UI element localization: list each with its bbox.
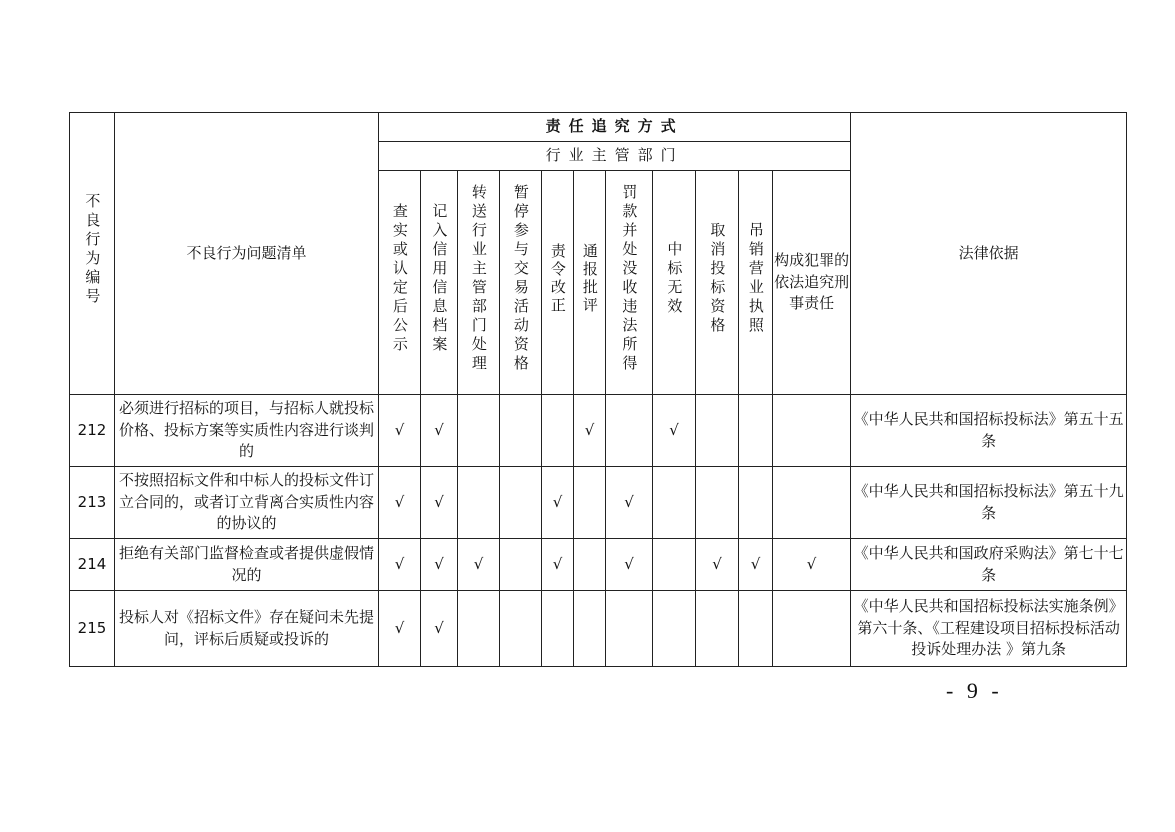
empty-cell bbox=[574, 539, 606, 591]
col-header-credit-record-text: 记入信用信息档案 bbox=[430, 203, 449, 356]
row-number: 214 bbox=[70, 539, 115, 591]
col-header-fine bbox=[606, 171, 653, 395]
empty-cell bbox=[542, 395, 574, 467]
empty-cell bbox=[773, 591, 851, 667]
check-mark-cell: √ bbox=[458, 539, 500, 591]
col-header-fine-text: 罚款并处没收违法所得 bbox=[620, 184, 639, 375]
check-mark-cell: √ bbox=[574, 395, 606, 467]
department-subgroup-header: 行业主管部门 bbox=[379, 142, 851, 171]
check-mark-cell: √ bbox=[739, 539, 773, 591]
col-header-bid-invalid bbox=[653, 171, 696, 395]
row-issue: 必须进行招标的项目，与招标人就投标价格、投标方案等实质性内容进行谈判的 bbox=[115, 395, 379, 467]
responsibility-table bbox=[69, 112, 1127, 667]
col-header-bid-invalid-text: 中标无效 bbox=[665, 241, 684, 318]
number-column-header bbox=[70, 113, 115, 395]
page-number: - 9 - bbox=[946, 678, 1003, 703]
check-mark-cell: √ bbox=[542, 467, 574, 539]
empty-cell bbox=[500, 395, 542, 467]
check-mark-cell: √ bbox=[379, 467, 421, 539]
empty-cell bbox=[458, 591, 500, 667]
col-header-disqualify bbox=[696, 171, 739, 395]
empty-cell bbox=[696, 591, 739, 667]
empty-cell bbox=[653, 539, 696, 591]
issue-column-header: 不良行为问题清单 bbox=[115, 113, 379, 395]
empty-cell bbox=[739, 467, 773, 539]
row-number: 212 bbox=[70, 395, 115, 467]
row-issue: 拒绝有关部门监督检查或者提供虚假情况的 bbox=[115, 539, 379, 591]
law-column-header: 法律依据 bbox=[851, 113, 1127, 395]
empty-cell bbox=[574, 591, 606, 667]
check-mark-cell: √ bbox=[606, 467, 653, 539]
col-header-transfer-text: 转送行业主管部门处理 bbox=[469, 184, 488, 375]
empty-cell bbox=[739, 395, 773, 467]
row-number: 213 bbox=[70, 467, 115, 539]
row-law-basis: 《中华人民共和国招标投标法实施条例》第六十条、《工程建设项目招标投标活动投诉处理办法 》第九条 bbox=[851, 591, 1127, 667]
empty-cell bbox=[606, 591, 653, 667]
col-header-credit-record bbox=[421, 171, 458, 395]
col-header-publicize-text: 查实或认定后公示 bbox=[390, 203, 409, 356]
empty-cell bbox=[773, 467, 851, 539]
empty-cell bbox=[653, 467, 696, 539]
responsibility-group-header: 责任追究方式 bbox=[379, 113, 851, 142]
empty-cell bbox=[458, 395, 500, 467]
empty-cell bbox=[500, 591, 542, 667]
number-column-header-text: 不良行为编号 bbox=[83, 193, 102, 308]
empty-cell bbox=[574, 467, 606, 539]
row-law-basis: 《中华人民共和国招标投标法》第五十九条 bbox=[851, 467, 1127, 539]
check-mark-cell: √ bbox=[421, 591, 458, 667]
check-mark-cell: √ bbox=[653, 395, 696, 467]
empty-cell bbox=[739, 591, 773, 667]
check-mark-cell: √ bbox=[421, 467, 458, 539]
col-header-revoke-license-text: 吊销营业执照 bbox=[746, 222, 765, 337]
check-mark-cell: √ bbox=[421, 395, 458, 467]
check-mark-cell: √ bbox=[379, 395, 421, 467]
empty-cell bbox=[696, 395, 739, 467]
row-number: 215 bbox=[70, 591, 115, 667]
col-header-disqualify-text: 取消投标资格 bbox=[708, 222, 727, 337]
check-mark-cell: √ bbox=[696, 539, 739, 591]
check-mark-cell: √ bbox=[379, 539, 421, 591]
empty-cell bbox=[773, 395, 851, 467]
check-mark-cell: √ bbox=[542, 539, 574, 591]
table-row bbox=[70, 395, 1127, 467]
col-header-transfer bbox=[458, 171, 500, 395]
empty-cell bbox=[500, 467, 542, 539]
col-header-criticize bbox=[574, 171, 606, 395]
empty-cell bbox=[458, 467, 500, 539]
col-header-correct-text: 责令改正 bbox=[548, 243, 567, 316]
table-row bbox=[70, 467, 1127, 539]
empty-cell bbox=[606, 395, 653, 467]
col-header-criminal: 构成犯罪的依法追究刑事责任 bbox=[773, 171, 851, 395]
row-law-basis: 《中华人民共和国政府采购法》第七十七条 bbox=[851, 539, 1127, 591]
col-header-suspend-text: 暂停参与交易活动资格 bbox=[511, 184, 530, 375]
col-header-criticize-text: 通报批评 bbox=[580, 243, 599, 316]
col-header-revoke-license bbox=[739, 171, 773, 395]
check-mark-cell: √ bbox=[773, 539, 851, 591]
row-issue: 不按照招标文件和中标人的投标文件订立合同的，或者订立背离合实质性内容的协议的 bbox=[115, 467, 379, 539]
empty-cell bbox=[500, 539, 542, 591]
empty-cell bbox=[653, 591, 696, 667]
check-mark-cell: √ bbox=[379, 591, 421, 667]
row-law-basis: 《中华人民共和国招标投标法》第五十五条 bbox=[851, 395, 1127, 467]
empty-cell bbox=[542, 591, 574, 667]
check-mark-cell: √ bbox=[421, 539, 458, 591]
table-row bbox=[70, 539, 1127, 591]
check-mark-cell: √ bbox=[606, 539, 653, 591]
col-header-correct bbox=[542, 171, 574, 395]
header-row-1 bbox=[70, 113, 1127, 142]
col-header-suspend bbox=[500, 171, 542, 395]
row-issue: 投标人对《招标文件》存在疑问未先提问，评标后质疑或投诉的 bbox=[115, 591, 379, 667]
col-header-publicize bbox=[379, 171, 421, 395]
empty-cell bbox=[696, 467, 739, 539]
table-row bbox=[70, 591, 1127, 667]
